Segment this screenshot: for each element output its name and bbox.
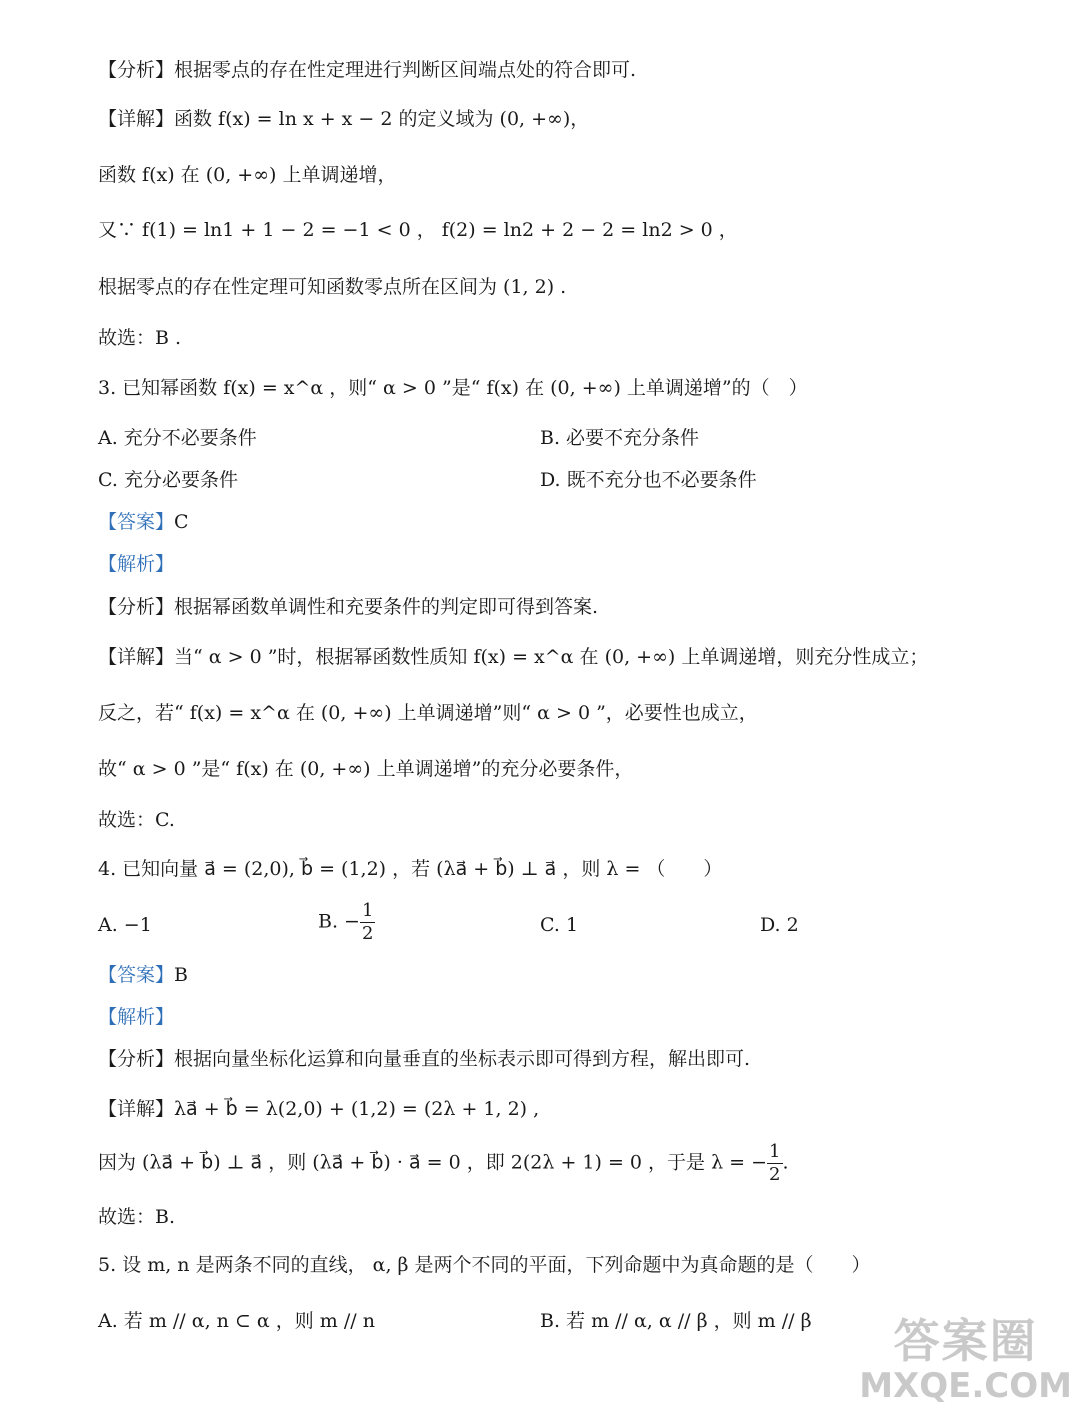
q3-option-a: A. 充分不必要条件	[98, 427, 257, 449]
q4-option-c: C. 1	[540, 914, 579, 936]
q3-answer-line	[98, 507, 189, 537]
q3-answer: C	[174, 511, 189, 533]
fraction-numerator: 1	[361, 900, 374, 921]
q4-detail-2-suffix: .	[782, 1151, 789, 1174]
fraction-denominator: 2	[361, 923, 374, 944]
q3-detail-3: 故“ α > 0 ”是“ f(x) 在 (0, +∞) 上单调递增”的充分必要条件，	[98, 758, 634, 780]
q4-detail-2-prefix: 因为 (λa⃗ + b⃗) ⊥ a⃗ ，则 (λa⃗ + b⃗) · a⃗ = 0 ，即 2(2λ + 1) = 0 ，于是 λ = −	[98, 1151, 768, 1174]
q2-detail-4: 根据零点的存在性定理可知函数零点所在区间为 (1, 2) .	[98, 276, 567, 298]
q4-answer: B	[174, 964, 188, 986]
q4-option-b	[318, 900, 375, 945]
q2-analysis: 【分析】根据零点的存在性定理进行判断区间端点处的符合即可.	[98, 59, 637, 81]
watermark-line-2: MXQE.COM	[859, 1366, 1072, 1406]
q4-option-b-prefix: B. −	[318, 910, 360, 933]
q2-choice: 故选：B .	[98, 327, 182, 349]
q3-jiexi-tag: 【解析】	[98, 553, 175, 575]
q3-option-c: C. 充分必要条件	[98, 469, 238, 491]
q5-option-a: A. 若 m // α, n ⊂ α ，则 m // n	[98, 1310, 375, 1332]
q3-detail-2: 反之，若“ f(x) = x^α 在 (0, +∞) 上单调递增”则“ α > 0 ”，必要性也成立，	[98, 702, 758, 724]
q4-detail-1: 【详解】λa⃗ + b⃗ = λ(2,0) + (1,2) = (2λ + 1, 2) ,	[98, 1098, 540, 1120]
q4-answer-line	[98, 960, 188, 990]
q3-answer-tag: 【答案】	[98, 511, 175, 533]
q4-option-b-fraction	[360, 900, 375, 945]
q3-option-d: D. 既不充分也不必要条件	[540, 469, 757, 491]
fraction-denominator: 2	[769, 1164, 781, 1185]
q5-option-b: B. 若 m // α, α // β ，则 m // β	[540, 1310, 812, 1332]
q2-detail-1: 【详解】函数 f(x) = ln x + x − 2 的定义域为 (0, +∞)，	[98, 108, 590, 130]
q3-stem: 3. 已知幂函数 f(x) = x^α ，则“ α > 0 ”是“ f(x) 在 (0, +∞) 上单调递增”的（ ）	[98, 377, 808, 399]
q3-option-b: B. 必要不充分条件	[540, 427, 700, 449]
q2-detail-3: 又∵ f(1) = ln1 + 1 − 2 = −1 < 0 ， f(2) = ln2 + 2 − 2 = ln2 > 0 ，	[98, 219, 738, 241]
q4-choice: 故选：B.	[98, 1206, 176, 1228]
q4-option-a: A. −1	[98, 914, 152, 936]
watermark-logo	[859, 1315, 1072, 1405]
q4-option-d: D. 2	[760, 914, 799, 936]
watermark-line-1: 答案圈	[893, 1314, 1038, 1368]
fraction-numerator: 1	[769, 1141, 781, 1162]
q4-detail-2	[98, 1141, 789, 1186]
q4-answer-tag: 【答案】	[98, 964, 175, 986]
q4-analysis: 【分析】根据向量坐标化运算和向量垂直的坐标表示即可得到方程，解出即可.	[98, 1048, 751, 1070]
q2-detail-2: 函数 f(x) 在 (0, +∞) 上单调递增，	[98, 164, 397, 186]
q3-detail-1: 【详解】当“ α > 0 ”时，根据幂函数性质知 f(x) = x^α 在 (0, +∞) 上单调递增，则充分性成立；	[98, 646, 929, 668]
q5-stem: 5. 设 m, n 是两条不同的直线， α, β 是两个不同的平面，下列命题中为真命题的是（ ）	[98, 1254, 871, 1276]
q3-analysis: 【分析】根据幂函数单调性和充要条件的判定即可得到答案.	[98, 596, 599, 618]
q4-jiexi-tag: 【解析】	[98, 1006, 175, 1028]
q3-choice: 故选：C.	[98, 809, 175, 831]
q4-stem: 4. 已知向量 a⃗ = (2,0), b⃗ = (1,2) ，若 (λa⃗ + b⃗) ⊥ a⃗ ，则 λ = （ ）	[98, 858, 723, 880]
q4-detail-2-fraction	[767, 1141, 782, 1186]
